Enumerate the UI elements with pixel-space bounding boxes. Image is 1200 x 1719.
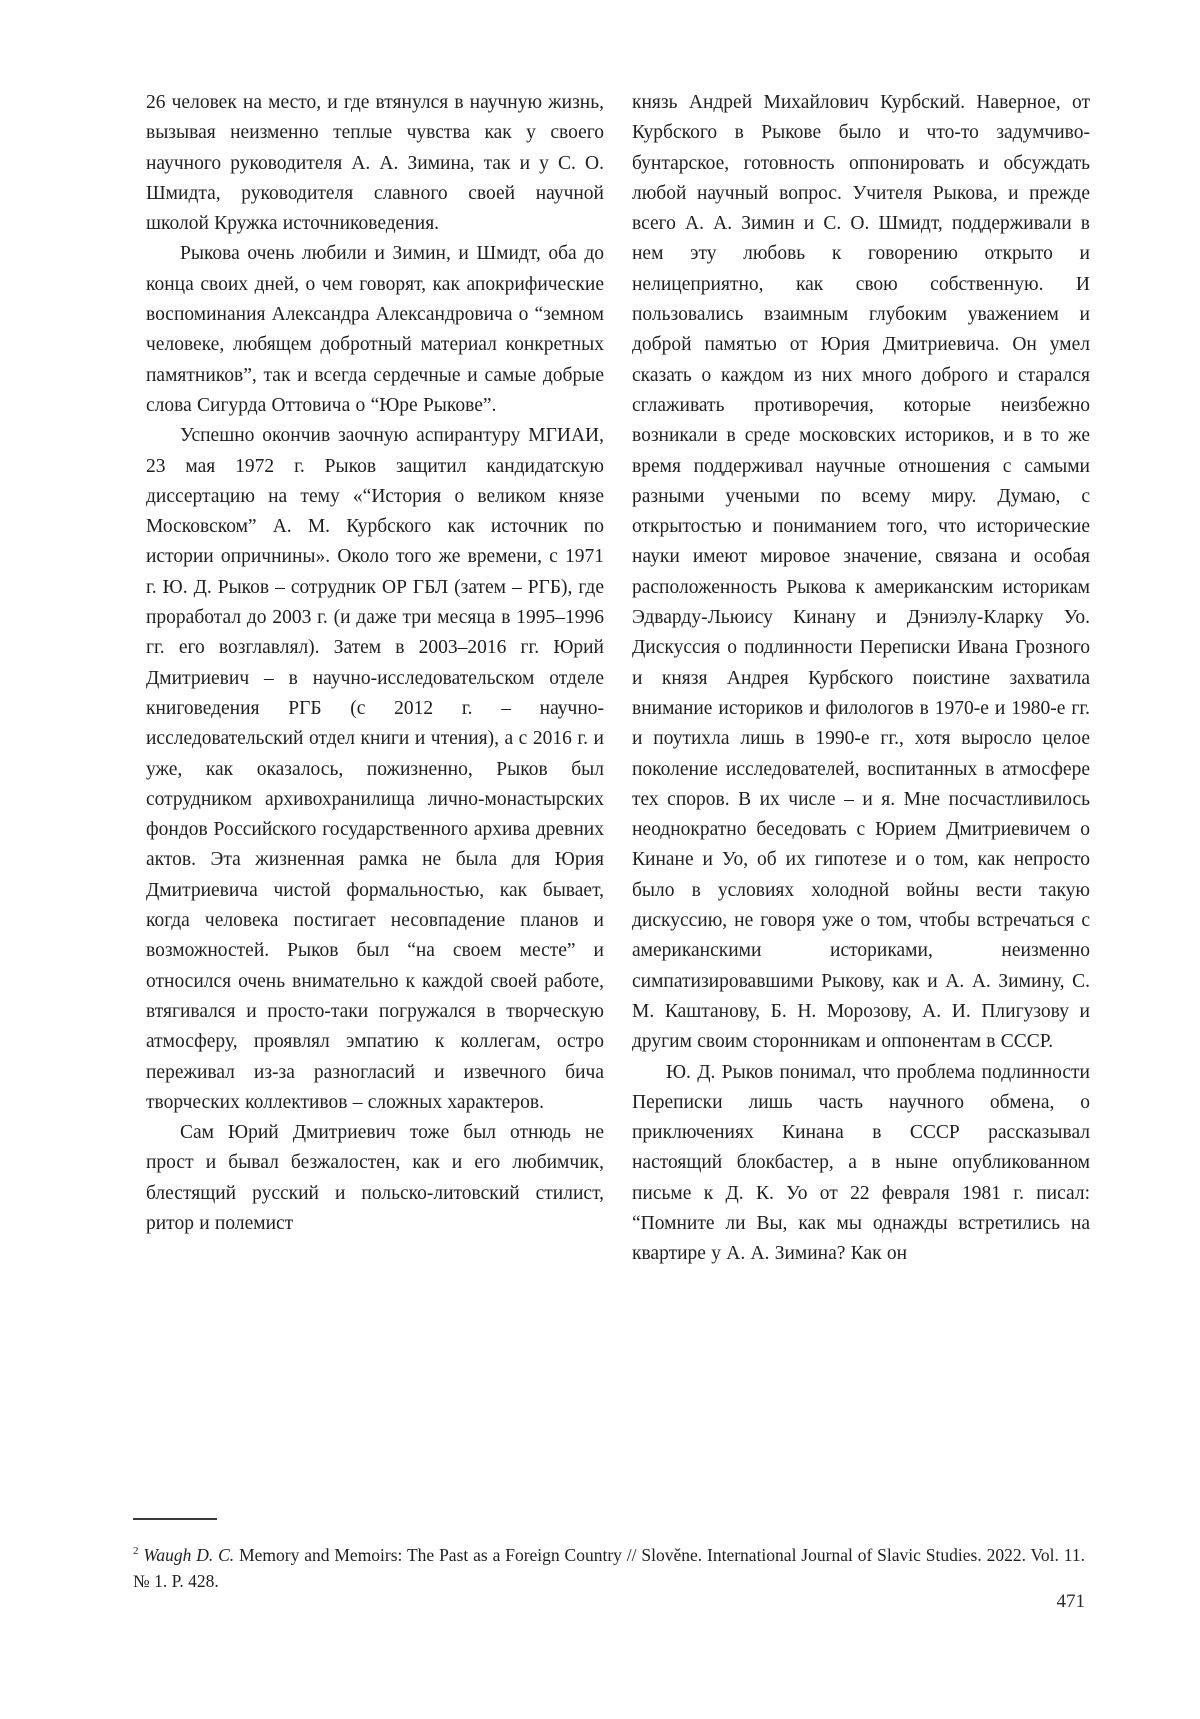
page-number: 471 xyxy=(1056,1591,1085,1612)
footnote-author: Waugh D. C. xyxy=(143,1545,235,1565)
body-text xyxy=(146,88,1090,1270)
paragraph: Рыкова очень любили и Зимин, и Шмидт, оба до конца своих дней, о чем говорят, как апокрифические воспоминания Александра Александровича о “земном человеке, любящем добротный материал конкретных памятников”, так и всегда сердечные и самые добрые слова Сигурда Оттовича о “Юре Рыкове”. xyxy=(146,243,604,416)
paragraph: 26 человек на место, и где втянулся в научную жизнь, вызывая неизменно теплые чувства как у своего научного руководителя А. А. Зимина, так и у С. О. Шмидта, руководителя славного своей научной школой Кружка источниковедения. xyxy=(146,92,604,235)
paragraph: Успешно окончив заочную аспирантуру МГИАИ, 23 мая 1972 г. Рыков защитил кандидатскую диссертацию на тему «“История о великом князе Московском” А. М. Курбского как источник по истории опричнины». Около того же времени, с 1971 г. Ю. Д. Рыков – сотрудник ОР ГБЛ (затем – РГБ), где проработал до 2003 г. (и даже три месяца в 1995–1996 гг. его возглавлял). Затем в 2003–2016 гг. Юрий Дмитриевич – в научно-исследовательском отделе книговедения РГБ (с 2012 г. – научно-исследовательский отдел книги и чтения), а с 2016 г. и уже, как оказалось, пожизненно, Рыков был сотрудником архивохранилища лично-монастырских фондов Российского государственного архива древних актов. Эта жизненная рамка не была для Юрия Дмитриевича чистой формальностью, как бывает, когда человека постигает несовпадение планов и возможностей. Рыков был “на своем месте” и относился очень внимательно к каждой своей работе, втягивался и просто-таки погружался в творческую атмосферу, проявлял эмпатию к коллегам, остро переживал из-за разногласий и извечного бича творческих коллективов – сложных характеров. xyxy=(146,425,604,1113)
footnote xyxy=(133,1542,1085,1594)
paragraph: Сам Юрий Дмитриевич тоже был отнюдь не прост и бывал безжалостен, как и его любимчик, блестящий русский и польско-литовский стилист, ритор и полемист xyxy=(146,1122,604,1234)
footnote-text: Memory and Memoirs: The Past as a Foreign Country // Slověne. International Journal of Slavic Studies. 2022. Vol. 11. № 1. P. 428. xyxy=(133,1545,1085,1591)
right-column xyxy=(632,88,1090,1270)
left-column xyxy=(146,88,604,1270)
footnote-marker: 2 xyxy=(133,1545,139,1558)
paragraph: князь Андрей Михайлович Курбский. Наверное, от Курбского в Рыкове было и что-то задумчиво-бунтарское, готовность оппонировать и обсуждать любой научный вопрос. Учителя Рыкова, и прежде всего А. А. Зимин и С. О. Шмидт, поддерживали в нем эту любовь к говорению открыто и нелицеприятно, как свою собственную. И пользовались взаимным глубоким уважением и доброй памятью от Юрия Дмитриевича. Он умел сказать о каждом из них много доброго и старался сглаживать противоречия, которые неизбежно возникали в среде московских историков, и в то же время поддерживал научные отношения с самыми разными учеными по всему миру. Думаю, с открытостью и пониманием того, что исторические науки имеют мировое значение, связана и особая расположенность Рыкова к американским историкам Эдварду-Льюису Кинану и Дэниэлу-Кларку Уо. Дискуссия о подлинности Переписки Ивана Грозного и князя Андрея Курбского поистине захватила внимание историков и филологов в 1970-е и 1980-е гг. и поутихла лишь в 1990-е гг., хотя выросло целое поколение исследователей, воспитанных в атмосфере тех споров. В их числе – и я. Мне посчастливилось неоднократно беседовать с Юрием Дмитриевичем о Кинане и Уо, об их гипотезе и о том, как непросто было в условиях холодной войны вести такую дискуссию, не говоря уже о том, чтобы встречаться с американскими историками, неизменно симпатизировавшими Рыкову, как и А. А. Зимину, С. М. Каштанову, Б. Н. Морозову, А. И. Плигузову и другим своим сторонникам и оппонентам в СССР. xyxy=(632,92,1090,1053)
footnote-divider xyxy=(133,1518,217,1520)
paragraph: Ю. Д. Рыков понимал, что проблема подлинности Переписки лишь часть научного обмена, о приключениях Кинана в СССР рассказывал настоящий блокбастер, а в ныне опубликованном письме к Д. К. Уо от 22 февраля 1981 г. писал: “Помните ли Вы, как мы однажды встретились на квартире у А. А. Зимина? Как он xyxy=(632,1061,1090,1265)
